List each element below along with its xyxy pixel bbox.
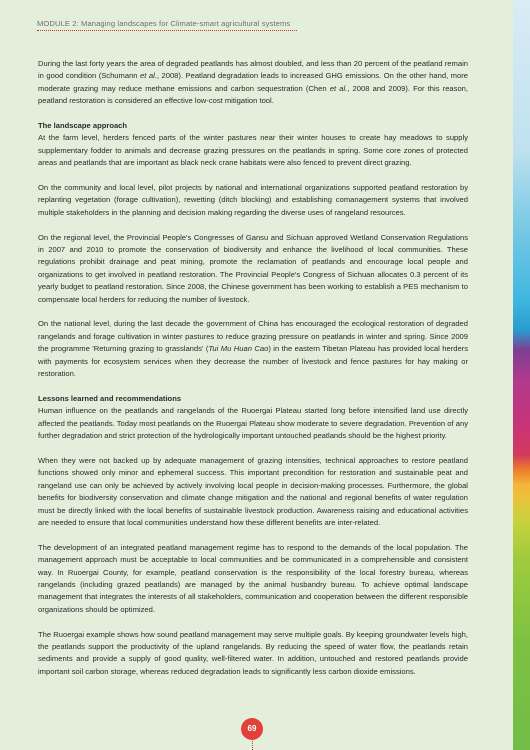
color-edge-stripe [513,0,530,750]
paragraph: During the last forty years the area of degraded peatlands has almost doubled, and less than 20 percent of the peatland remain in good condition (Schumann et al., 2008). Peatland degradation leads to increased GHG emissions. On the other hand, more moderate grazing may reduce methane emissions and carbon sequestration (Chen et al., 2008 and 2009). For this reason, peatland restoration is considered an effective low-cost mitigation tool. [38,59,469,106]
paragraph: On the community and local level, pilot projects by national and international organizations supported peatland restoration by replanting vegetation (forage cultivation), rewetting (ditch blocking) and establishing comanagement systems that involved multiple stakeholders in the planning and decision making regarding the diverse uses of rangeland resources. [38,183,468,217]
paragraph: At the farm level, herders fenced parts of the winter pastures near their winter houses to create hay meadows to supply supplementary fodder to animals and decrease grazing pressures on the peatlands in spring. Some core zones of protected areas and peatlands that are important as black neck crane habitats were also fenced to prevent direct grazing. [38,133,468,168]
running-header: MODULE 2: Managing landscapes for Climate-smart agricultural systems [37,19,291,28]
paragraph: Human influence on the peatlands and rangelands of the Ruoergai Plateau started long before intensified land use directly affected the peatlands. Today most peatlands on the Ruoergai Plateau show moderate to severe degradation. Prevention of any further degradation and strict protection of the hydrologically important untouched peatlands should be the highest priority. [38,406,468,441]
paragraph: The development of an integrated peatland management regime has to respond to the demands of the local population. The management approach must be acceptable to local communities and be communicated in a comprehensible and consistent way. In Ruoergai County, for example, peatland conservation is the responsibility of the local forestry bureau, whereas rangelands (including grazed peatlands) are managed by the animal husbandry bureau. To achieve optimal landscape management that integrates the interests of all stakeholders, communication and cooperation between the different responsible organizations should be optimized. [38,542,468,614]
paragraph: On the regional level, the Provincial People's Congresses of Gansu and Sichuan approved Wetland Conservation Regulations in 2007 and 2010 to promote the conservation of biodiversity and enhance the livelihood of local communities. These regulations prohibit drainage and peat mining, promote the reclamation of peatlands and encourage local people and organizations to get involved in peatland restoration. The Provincial People's Congress of Sichuan allocates 0.3 percent of its yearly budget to peatland restoration. Since 2008, the Chinese government has been working to establish a PES mechanism to compensate local herders for reducing the number of livestock. [38,232,468,304]
paragraph: On the national level, during the last decade the government of China has encouraged the ecological restoration of degraded rangelands and forage cultivation in winter pastures to reduce grazing pressure on peatlands in winter and spring. Since 2009 the programme 'Returning grazing to grasslands' (Tui Mu Huan Cao) in the eastern Tibetan Plateau has provided local herders with payments for ecosystem services when they decrease the number of livestock and fence pastures for hay making or restoration. [38,319,469,379]
header-rule [37,30,297,31]
paragraph: When they were not backed up by adequate management of grazing intensities, technical approaches to restore peatland functions showed only minor and ephemeral success. This important precondition for restoration and sustainable peat and rangeland use can only be achieved by actively involving local people in decision-making processes. Furthermore, the global benefits for biodiversity conservation and climate change mitigation and the national and regional benefits of water regulation must be directly linked with the local benefits of sustainable livestock production. Awareness raising and educational activities are needed to ensure that local communities understand how these different benefits are inter-related. [38,455,468,527]
section-heading: Lessons learned and recommendations [38,393,182,403]
body-text [38,58,468,691]
paragraph: The Ruoergai example shows how sound peatland management may serve multiple goals. By keeping groundwater levels high, the peatlands support the productivity of the upland rangelands. By reducing the speed of water flow, the peatlands retain sediments and provide a supply of good quality, well-filtered water. In addition, untouched and restored peatlands provide important soil carbon storage, whereas reduced degradation leads to significantly less carbon dioxide emissions. [38,629,468,676]
section-heading: The landscape approach [38,121,128,131]
page-number: 69 [241,718,263,740]
